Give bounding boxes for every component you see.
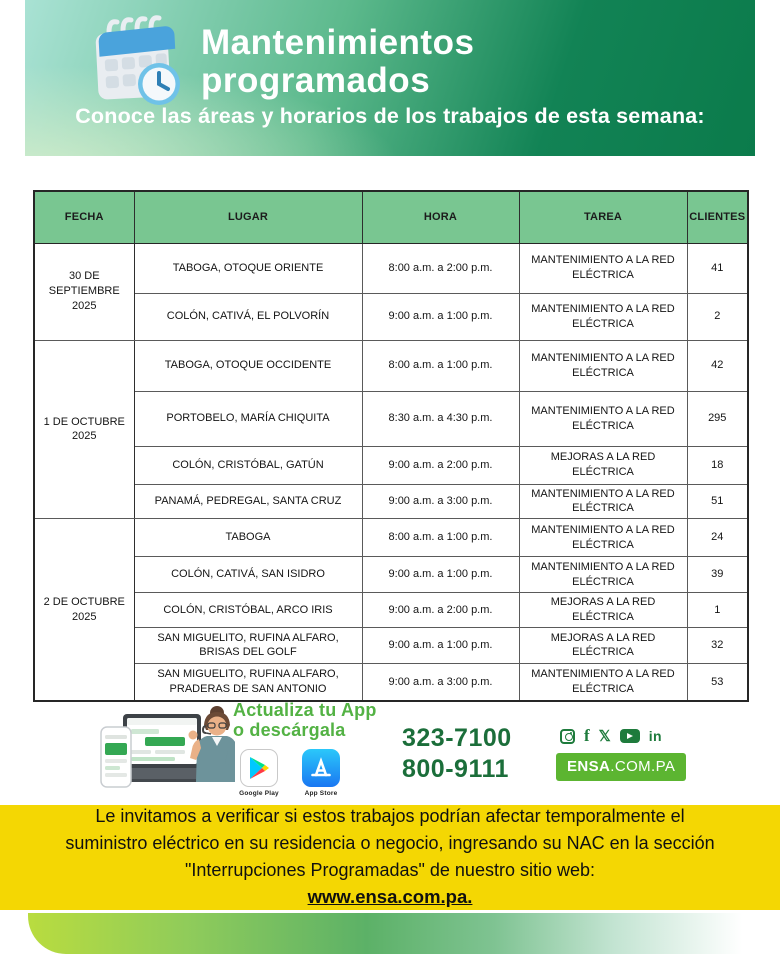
google-play-label: Google Play <box>239 789 279 797</box>
tarea-cell: MEJORAS A LA RED ELÉCTRICA <box>519 446 687 484</box>
app-store-icon <box>302 749 340 787</box>
table-row <box>34 557 748 593</box>
app-cta-text <box>233 700 393 741</box>
linkedin-icon[interactable]: in <box>648 728 662 744</box>
fecha-cell: 2 DE OCTUBRE 2025 <box>34 519 134 702</box>
table-header-row <box>34 191 748 243</box>
tarea-cell: MEJORAS A LA RED ELÉCTRICA <box>519 593 687 628</box>
social-icons-row <box>560 726 696 746</box>
tarea-cell: MEJORAS A LA RED ELÉCTRICA <box>519 627 687 663</box>
google-play-icon <box>240 749 278 787</box>
app-store-badge[interactable] <box>297 749 345 797</box>
clientes-cell: 51 <box>687 484 748 519</box>
lugar-cell: PANAMÁ, PEDREGAL, SANTA CRUZ <box>134 484 362 519</box>
tarea-cell: MANTENIMIENTO A LA RED ELÉCTRICA <box>519 519 687 557</box>
table-row <box>34 593 748 628</box>
hora-cell: 8:00 a.m. a 1:00 p.m. <box>362 519 519 557</box>
tarea-cell: MANTENIMIENTO A LA RED ELÉCTRICA <box>519 557 687 593</box>
website-badge-rest: .COM.PA <box>610 758 676 775</box>
clientes-cell: 53 <box>687 663 748 701</box>
website-link[interactable]: www.ensa.com.pa. <box>307 886 473 907</box>
social-block <box>556 726 696 781</box>
table-row <box>34 293 748 340</box>
phone-number-2[interactable]: 800-9111 <box>402 755 509 783</box>
hora-cell: 8:00 a.m. a 1:00 p.m. <box>362 340 519 391</box>
clientes-cell: 41 <box>687 243 748 293</box>
lugar-cell: SAN MIGUELITO, RUFINA ALFARO, BRISAS DEL GOLF <box>134 627 362 663</box>
table-row <box>34 484 748 519</box>
tarea-cell: MANTENIMIENTO A LA RED ELÉCTRICA <box>519 293 687 340</box>
clientes-cell: 1 <box>687 593 748 628</box>
table-row <box>34 340 748 391</box>
hora-cell: 8:00 a.m. a 2:00 p.m. <box>362 243 519 293</box>
youtube-icon[interactable] <box>620 729 640 743</box>
fecha-cell: 30 DE SEPTIEMBRE 2025 <box>34 243 134 340</box>
bottom-swoosh-decoration <box>28 913 780 954</box>
lugar-cell: COLÓN, CATIVÁ, EL POLVORÍN <box>134 293 362 340</box>
hora-cell: 9:00 a.m. a 1:00 p.m. <box>362 627 519 663</box>
table-row <box>34 663 748 701</box>
clientes-cell: 42 <box>687 340 748 391</box>
lugar-cell: COLÓN, CRISTÓBAL, ARCO IRIS <box>134 593 362 628</box>
lugar-cell: TABOGA, OTOQUE OCCIDENTE <box>134 340 362 391</box>
calendar-clock-icon <box>83 10 187 114</box>
table-row <box>34 446 748 484</box>
schedule-table <box>33 190 749 702</box>
page-title <box>201 24 474 100</box>
page-title-line1: Mantenimientos <box>201 23 475 62</box>
clientes-cell: 24 <box>687 519 748 557</box>
notice-text: Le invitamos a verificar si estos trabajos podrían afectar temporalmente el suministro eléctrico en su residencia o negocio, ingresando su NAC en la sección "Interrupciones Programadas" de nuestro sitio web: <box>65 806 715 880</box>
website-badge-bold: ENSA <box>567 758 611 775</box>
lugar-cell: COLÓN, CRISTÓBAL, GATÚN <box>134 446 362 484</box>
hora-cell: 9:00 a.m. a 2:00 p.m. <box>362 593 519 628</box>
hora-cell: 9:00 a.m. a 3:00 p.m. <box>362 663 519 701</box>
fecha-cell: 1 DE OCTUBRE 2025 <box>34 340 134 519</box>
notice-banner <box>0 805 780 910</box>
schedule-table-body <box>34 243 748 701</box>
x-icon[interactable]: 𝕏 <box>598 728 611 745</box>
clientes-cell: 32 <box>687 627 748 663</box>
app-store-label: App Store <box>304 789 338 797</box>
google-play-badge[interactable] <box>235 749 283 797</box>
table-row <box>34 519 748 557</box>
lugar-cell: COLÓN, CATIVÁ, SAN ISIDRO <box>134 557 362 593</box>
table-row <box>34 627 748 663</box>
clientes-cell: 39 <box>687 557 748 593</box>
lugar-cell: SAN MIGUELITO, RUFINA ALFARO, PRADERAS DE SAN ANTONIO <box>134 663 362 701</box>
clientes-cell: 295 <box>687 391 748 446</box>
app-cta-block <box>233 700 393 797</box>
schedule-table-container <box>33 190 747 702</box>
table-row <box>34 391 748 446</box>
phone-number-1[interactable]: 323-7100 <box>402 724 512 752</box>
clientes-cell: 18 <box>687 446 748 484</box>
facebook-icon[interactable]: f <box>584 726 590 745</box>
column-header-clientes: CLIENTES <box>687 191 748 243</box>
lugar-cell: PORTOBELO, MARÍA CHIQUITA <box>134 391 362 446</box>
hora-cell: 9:00 a.m. a 3:00 p.m. <box>362 484 519 519</box>
app-cta-line1: Actualiza tu App <box>233 700 377 720</box>
clientes-cell: 2 <box>687 293 748 340</box>
column-header-tarea: TAREA <box>519 191 687 243</box>
app-cta-line2: o descárgala <box>233 720 346 741</box>
tarea-cell: MANTENIMIENTO A LA RED ELÉCTRICA <box>519 340 687 391</box>
tarea-cell: MANTENIMIENTO A LA RED ELÉCTRICA <box>519 663 687 701</box>
column-header-fecha: FECHA <box>34 191 134 243</box>
table-row <box>34 243 748 293</box>
column-header-hora: HORA <box>362 191 519 243</box>
tarea-cell: MANTENIMIENTO A LA RED ELÉCTRICA <box>519 484 687 519</box>
store-badges-row <box>235 749 393 797</box>
instagram-icon[interactable] <box>560 729 575 744</box>
page-title-line2: programados <box>201 60 431 100</box>
hora-cell: 9:00 a.m. a 1:00 p.m. <box>362 557 519 593</box>
website-badge[interactable] <box>556 753 686 781</box>
lugar-cell: TABOGA, OTOQUE ORIENTE <box>134 243 362 293</box>
tarea-cell: MANTENIMIENTO A LA RED ELÉCTRICA <box>519 243 687 293</box>
hora-cell: 9:00 a.m. a 2:00 p.m. <box>362 446 519 484</box>
agent-with-devices-illustration <box>93 699 235 798</box>
hora-cell: 9:00 a.m. a 1:00 p.m. <box>362 293 519 340</box>
header-banner <box>25 0 755 156</box>
hora-cell: 8:30 a.m. a 4:30 p.m. <box>362 391 519 446</box>
tarea-cell: MANTENIMIENTO A LA RED ELÉCTRICA <box>519 391 687 446</box>
lugar-cell: TABOGA <box>134 519 362 557</box>
phone-numbers <box>402 723 512 785</box>
page-subtitle: Conoce las áreas y horarios de los trabajos de esta semana: <box>75 104 705 128</box>
column-header-lugar: LUGAR <box>134 191 362 243</box>
